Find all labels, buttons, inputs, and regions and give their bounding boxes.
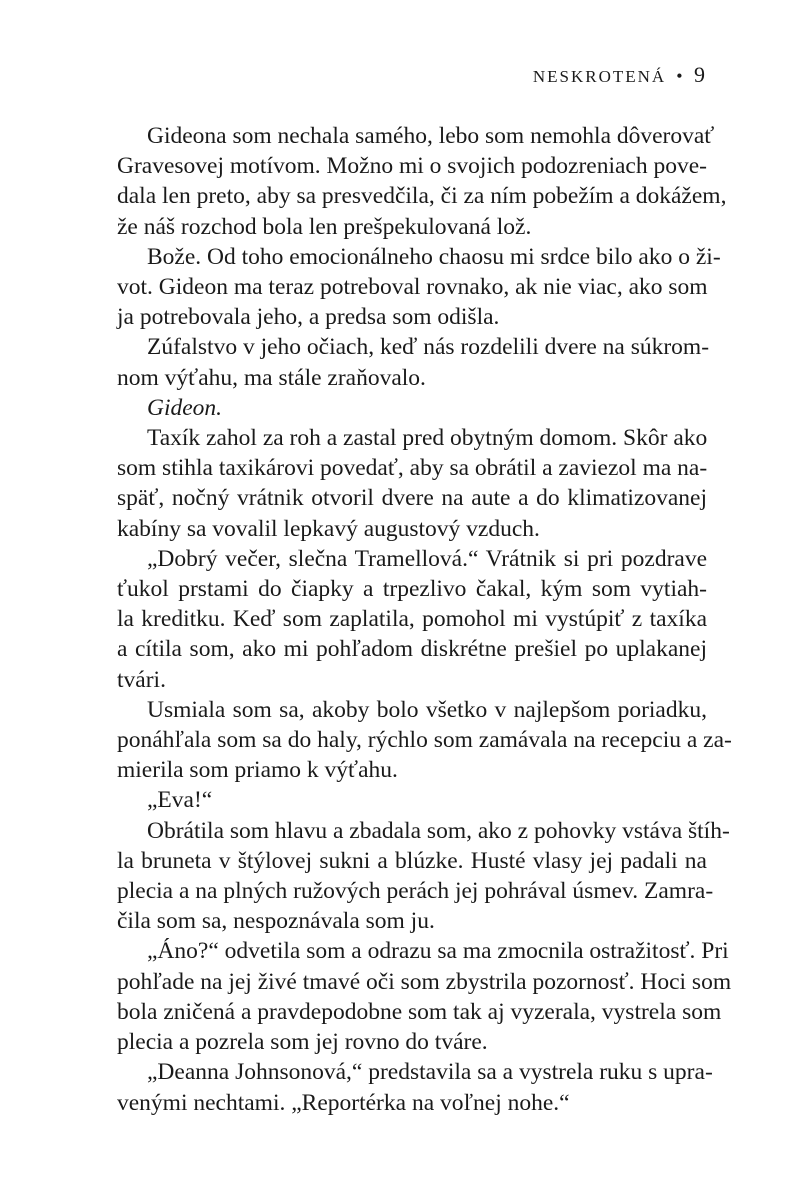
text-line: ja potrebovala jeho, a predsa som odišla.	[117, 304, 500, 331]
text-line: pohľade na jej živé tmavé oči som zbystrila pozornosť. Hoci som	[117, 968, 732, 995]
paragraph	[117, 332, 710, 392]
text-line: la bruneta v štýlovej sukni a blúzke. Husté vlasy jej padali na	[117, 847, 707, 874]
text-line: ťukol prstami do čiapky a trpezlivo čakal, kým som vytiah-	[117, 576, 707, 603]
text-line: mierila som priamo k výťahu.	[117, 757, 398, 784]
paragraph	[117, 936, 732, 1057]
paragraph	[117, 393, 707, 423]
text-line: kabíny sa vovalil lepkavý augustový vzduch.	[117, 515, 540, 542]
header-separator: •	[676, 66, 684, 86]
text-line: „Deanna Johnsonová,“ predstavila sa a vystrela ruku s upra-	[147, 1059, 713, 1086]
paragraph	[117, 121, 727, 242]
text-line: nom výťahu, ma stále zraňovalo.	[117, 364, 426, 391]
text-line: Gideon.	[147, 394, 223, 421]
page-number: 9	[694, 62, 705, 87]
text-line: Usmiala som sa, akoby bolo všetko v najlepšom poriadku,	[147, 696, 707, 723]
text-line: Obrátila som hlavu a zbadala som, ako z pohovky vstáva štíh-	[147, 817, 730, 844]
running-head	[533, 62, 705, 88]
text-line: plecia a na plných ružových perách jej pohrával úsmev. Zamra-	[117, 878, 714, 905]
paragraph	[117, 816, 730, 937]
text-line: „Dobrý večer, slečna Tramellová.“ Vrátnik si pri pozdrave	[147, 545, 707, 572]
text-line: ponáhľala som sa do haly, rýchlo som zamávala na recepciu a za-	[117, 727, 732, 754]
paragraph	[117, 695, 732, 786]
text-line: späť, nočný vrátnik otvoril dvere na aute a do klimatizovanej	[117, 485, 707, 512]
text-line: la kreditku. Keď som zaplatila, pomohol mi vystúpiť z taxíka	[117, 606, 707, 633]
paragraph	[117, 1057, 713, 1117]
text-line: Gravesovej motívom. Možno mi o svojich podozreniach pove-	[117, 153, 707, 180]
text-line: Gideona som nechala samého, lebo som nemohla dôverovať	[147, 123, 715, 149]
text-line: som stihla taxikárovi povedať, aby sa obrátil a zaviezol ma na-	[117, 455, 708, 482]
text-line: Taxík zahol za roh a zastal pred obytným domom. Skôr ako	[147, 425, 708, 452]
paragraph	[117, 423, 707, 544]
text-line: „Áno?“ odvetila som a odrazu sa ma zmocnila ostražitosť. Pri	[147, 938, 729, 965]
text-line: tvári.	[117, 666, 166, 693]
book-title: NESKROTENÁ	[532, 67, 667, 86]
text-line: že náš rozchod bola len prešpekulovaná lož.	[117, 213, 532, 240]
text-line: bola zničená a pravdepodobne som tak aj vyzerala, vystrela som	[117, 998, 722, 1025]
paragraph	[117, 242, 721, 333]
text-line: čila som sa, nespoznávala som ju.	[117, 908, 435, 935]
text-line: dala len preto, aby sa presvedčila, či za ním pobežím a dokážem,	[117, 183, 727, 210]
body-text	[117, 121, 732, 1118]
text-line: Bože. Od toho emocionálneho chaosu mi srdce bilo ako o ži-	[147, 243, 721, 270]
text-line: Zúfalstvo v jeho očiach, keď nás rozdelili dvere na súkrom-	[147, 334, 710, 361]
paragraph	[117, 785, 707, 815]
text-line: a cítila som, ako mi pohľadom diskrétne prešiel po uplakanej	[117, 636, 707, 663]
text-line: „Eva!“	[147, 787, 213, 814]
text-line: venými nechtami. „Reportérka na voľnej nohe.“	[117, 1089, 570, 1116]
text-line: plecia a pozrela som jej rovno do tváre.	[117, 1029, 488, 1056]
text-line: vot. Gideon ma teraz potreboval rovnako, ak nie viac, ako som	[117, 274, 708, 301]
paragraph	[117, 544, 707, 695]
